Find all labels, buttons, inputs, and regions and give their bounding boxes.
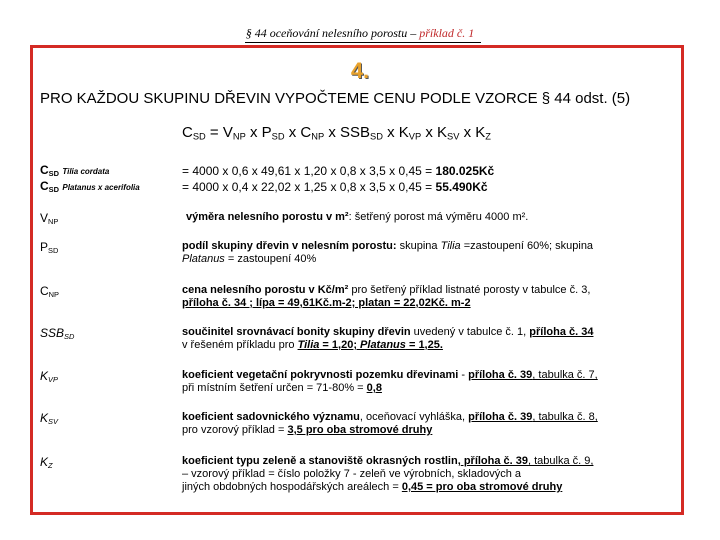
header-rule	[245, 42, 481, 43]
cnp-label: $C_{NP}$	[40, 284, 60, 299]
content-frame	[30, 45, 684, 515]
ksv-label: $K_{SV}$	[40, 411, 58, 426]
ksv-desc: koeficient sadovnického významu, oceňovací vyhláška, příloha č. 39, tabulka č. 8, pro vzorový příklad = 3,5 pro oba stromové druhy	[182, 411, 598, 436]
slide-title: PRO KAŽDOU SKUPINU DŘEVIN VYPOČTEME CENU PODLE VZORCE § 44 odst. (5)	[40, 90, 631, 107]
cnp-desc: cena nelesního porostu v Kč/m² pro šetřený příklad listnaté porosty v tabulce č. 3, příloha č. 34 ; lípa = 49,61Kč.m-2; platan = 22,02Kč. m-2	[182, 284, 591, 309]
formula: $C_{SD} = V_{NP}$ x $P_{SD}$ x $C_{NP}$ x $SSB_{SD}$ x $K_{VP}$ x $K_{SV}$ x $K_Z$	[182, 124, 491, 142]
csd-calc-tilia: = 4000 x 0,6 x 49,61 x 1,20 x 0,8 x 3,5 x 0,45 = 180.025Kč	[182, 164, 495, 178]
vnp-desc: výměra nelesního porostu v m²: šetřený porost má výměru 4000 m².	[186, 211, 529, 223]
psd-desc: podíl skupiny dřevin v nelesním porostu: skupina Tilia =zastoupení 60%; skupina Platanus = zastoupení 40%	[182, 240, 594, 265]
kvp-label: $K_{VP}$	[40, 369, 58, 384]
csd-label-platanus: $C_{SD}$ Platanus x acerifolia	[40, 179, 140, 194]
kz-label: $K_Z$	[40, 455, 53, 470]
kz-desc: koeficient typu zeleně a stanoviště okrasných rostlin, příloha č. 39, tabulka č. 9, – vzorový příklad = číslo položky 7 - zeleň ve výrobních, skladových a jiných obdobných hospodářských areálech = 0,45 = pro oba stromové druhy	[182, 455, 594, 493]
csd-label-tilia: $C_{SD}$ Tilia cordata	[40, 163, 110, 178]
ssb-desc: součinitel srovnávací bonity skupiny dřevin uvedený v tabulce č. 1, příloha č. 34 v řešeném příkladu pro Tilia = 1,20; Platanus = 1,25.	[182, 326, 594, 351]
vnp-label: $V_{NP}$	[40, 211, 59, 226]
psd-label: $P_{SD}$	[40, 240, 59, 255]
ssb-label: $SSB_{SD}$	[40, 326, 75, 341]
kvp-desc: koeficient vegetační pokryvnosti pozemku dřevinami - příloha č. 39, tabulka č. 7, při místním šetření určen = 71-80% = 0,8	[182, 369, 598, 394]
slide-number: 4.	[350, 58, 370, 83]
csd-calc-platanus: = 4000 x 0,4 x 22,02 x 1,25 x 0,8 x 3,5 x 0,45 = 55.490Kč	[182, 180, 488, 194]
page-header: § 44 oceňování nelesního porostu – příklad č. 1	[245, 26, 475, 40]
